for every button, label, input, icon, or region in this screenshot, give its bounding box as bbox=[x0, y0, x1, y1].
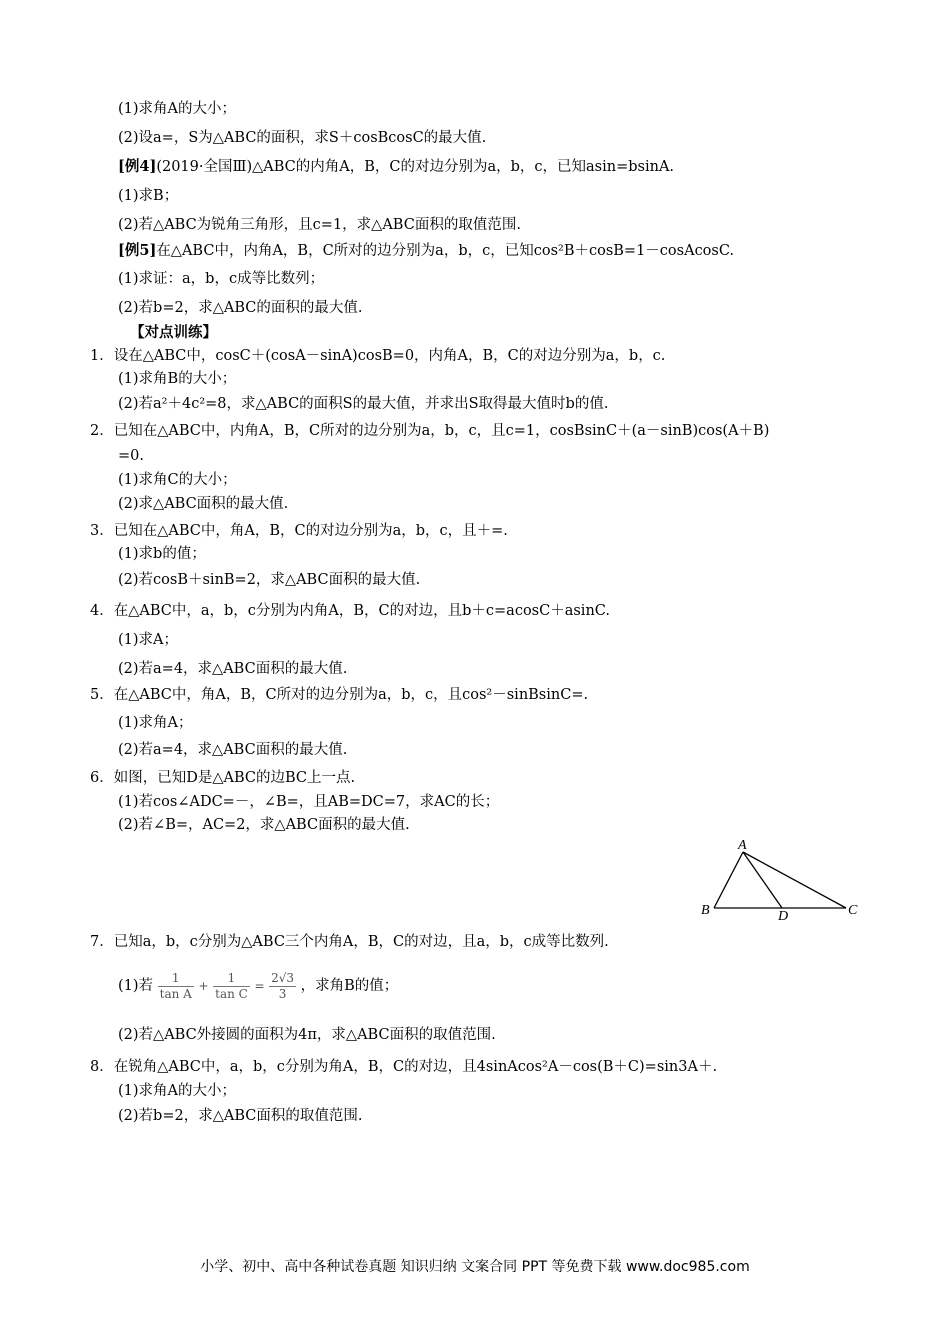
plus-sign: + bbox=[198, 979, 209, 993]
text-line: (1)求角B的大小； bbox=[118, 371, 237, 387]
question-line: 6．如图，已知D是△ABC的边BC上一点. bbox=[90, 770, 356, 786]
text-line: (1)求B； bbox=[118, 188, 179, 204]
text-line: (2)若cosB＋sinB=2，求△ABC面积的最大值. bbox=[118, 572, 421, 588]
text-line bbox=[118, 241, 734, 261]
text-line: (2)若a=4，求△ABC面积的最大值. bbox=[118, 742, 348, 758]
text-line: (2)若△ABC外接圆的面积为4π，求△ABC面积的取值范围. bbox=[118, 1027, 496, 1043]
example-text: (2019·全国Ⅲ)△ABC的内角A，B，C的对边分别为a，b，c，已知asin=bsinA. bbox=[156, 159, 675, 175]
formula-line bbox=[118, 966, 398, 1006]
question-line: 1．设在△ABC中，cosC＋(cosA－sinA)cosB=0，内角A，B，C的对边分别为a，b，c. bbox=[90, 348, 666, 364]
question-line: 5．在△ABC中，角A，B，C所对的边分别为a，b，c，且cos²－sinBsinC=. bbox=[90, 687, 589, 703]
text-line: (1)求b的值； bbox=[118, 546, 206, 562]
text-line: (2)若b=2，求△ABC的面积的最大值. bbox=[118, 300, 363, 316]
text-line: (2)若b=2，求△ABC面积的取值范围. bbox=[118, 1108, 363, 1124]
triangle-figure bbox=[700, 835, 865, 925]
label-d: D bbox=[778, 909, 789, 924]
question-line: 2．已知在△ABC中，内角A，B，C所对的边分别为a，b，c，且c=1，cosBsinC＋(a－sinB)cos(A＋B) bbox=[90, 423, 770, 439]
text-line: (2)若a²＋4c²=8，求△ABC的面积S的最大值，并求出S取得最大值时b的值. bbox=[118, 396, 609, 412]
page-footer: 小学、初中、高中各种试卷真题 知识归纳 文案合同 PPT 等免费下载 www.doc985.com bbox=[200, 1259, 750, 1275]
equals-sign: = bbox=[254, 979, 265, 993]
text-line: (1)求角A的大小； bbox=[118, 1083, 237, 1099]
text-line bbox=[118, 157, 674, 177]
text-line: (1)求角A； bbox=[118, 715, 193, 731]
example-text: 在△ABC中，内角A，B，C所对的边分别为a，b，c，已知cos²B＋cosB=1－cosAcosC. bbox=[156, 243, 735, 259]
text-line: (1)求A； bbox=[118, 632, 179, 648]
fraction: $\frac{1}{\text{tan A}}$ bbox=[159, 970, 192, 1001]
text-line: (2)若△ABC为锐角三角形，且c=1，求△ABC面积的取值范围. bbox=[118, 217, 521, 233]
text-line: (2)设a=，S为△ABC的面积，求S＋cosBcosC的最大值. bbox=[118, 130, 487, 146]
fraction: $\frac{2√3}{3}$ bbox=[271, 970, 295, 1001]
side-ab bbox=[714, 852, 743, 908]
question-line: 3．已知在△ABC中，角A，B，C的对边分别为a，b，c，且＋=. bbox=[90, 523, 508, 539]
text-line: (1)求角A的大小； bbox=[118, 101, 237, 117]
label-c: C bbox=[848, 903, 858, 918]
text-line: (1)若cos∠ADC=－，∠B=，且AB=DC=7，求AC的长； bbox=[118, 794, 500, 810]
section-heading: 【对点训练】 bbox=[130, 324, 217, 341]
segment-ad bbox=[743, 852, 782, 908]
label-a: A bbox=[738, 838, 747, 853]
question-line: 8．在锐角△ABC中，a，b，c分别为角A，B，C的对边，且4sinAcos²A－cos(B＋C)=sin3A＋. bbox=[90, 1059, 718, 1075]
question-line: 7．已知a，b，c分别为△ABC三个内角A，B，C的对边，且a，b，c成等比数列. bbox=[90, 934, 609, 950]
example-label: [例4] bbox=[118, 158, 157, 175]
text-line: =0. bbox=[118, 448, 144, 464]
formula-prefix: (1)若 bbox=[118, 978, 154, 994]
text-line: (2)若∠B=，AC=2，求△ABC面积的最大值. bbox=[118, 817, 410, 833]
question-line: 4．在△ABC中，a，b，c分别为内角A，B，C的对边，且b＋c=acosC＋asinC. bbox=[90, 603, 610, 619]
text-line: (2)求△ABC面积的最大值. bbox=[118, 496, 289, 512]
side-ac bbox=[743, 852, 846, 908]
text-line: (2)若a=4，求△ABC面积的最大值. bbox=[118, 661, 348, 677]
example-label: [例5] bbox=[118, 242, 157, 259]
fraction: $\frac{1}{\text{tan C}}$ bbox=[215, 970, 248, 1001]
text-line: (1)求角C的大小； bbox=[118, 472, 237, 488]
text-line: (1)求证：a，b，c成等比数列； bbox=[118, 271, 325, 287]
label-b: B bbox=[701, 903, 710, 918]
formula-suffix: ，求角B的值； bbox=[300, 978, 399, 994]
